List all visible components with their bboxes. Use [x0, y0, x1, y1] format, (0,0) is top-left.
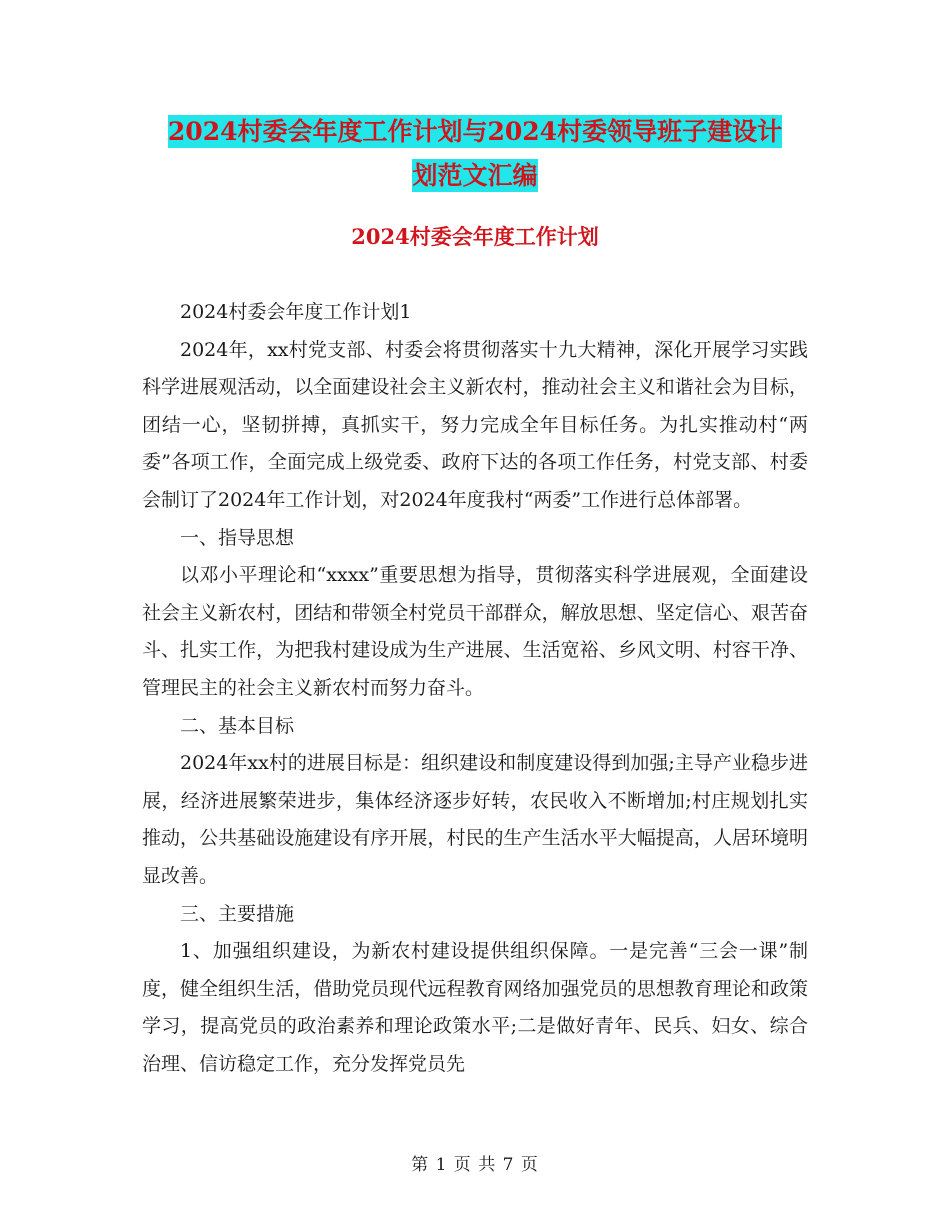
document-title-line-1: 2024村委会年度工作计划与2024村委领导班子建设计 [167, 117, 783, 146]
heading-guiding-thought: 一、指导思想 [180, 526, 295, 549]
document-title-line-2: 划范文汇编 [412, 161, 538, 190]
heading-main-measures: 三、主要措施 [180, 902, 295, 925]
paragraph-subtitle: 2024村委会年度工作计划1 [180, 301, 412, 323]
document-title [140, 110, 810, 198]
paragraph-basic-goals: 2024年xx村的进展目标是：组织建设和制度建设得到加强;主导产业稳步进展，经济进展繁荣进步，集体经济逐步好转，农民收入不断增加;村庄规划扎实推动，公共基础设施建设有序开展，村民的生产生活水平大幅提高，人居环境明显改善。 [142, 752, 808, 887]
paragraph-guiding-thought: 以邓小平理论和“xxxx”重要思想为指导，贯彻落实科学进展观，全面建设社会主义新农村，团结和带领全村党员干部群众，解放思想、坚定信心、艰苦奋斗、扎实工作，为把我村建设成为生产进展、生活宽裕、乡风文明、村容干净、管理民主的社会主义新农村而努力奋斗。 [142, 564, 808, 699]
document-body [142, 294, 808, 1083]
page-footer: 第 1 页 共 7 页 [411, 1155, 539, 1175]
paragraph-intro: 2024年，xx村党支部、村委会将贯彻落实十九大精神，深化开展学习实践科学进展观活动，以全面建设社会主义新农村，推动社会主义和谐社会为目标，团结一心，坚韧拼搏，真抓实干，努力完成全年目标任务。为扎实推动村“两委”各项工作，全面完成上级党委、政府下达的各项工作任务，村党支部、村委会制订了2024年工作计划，对2024年度我村“两委”工作进行总体部署。 [142, 338, 808, 511]
section-title: 2024村委会年度工作计划 [351, 224, 599, 249]
paragraph-measure-1: 1、加强组织建设，为新农村建设提供组织保障。一是完善“三会一课”制度，健全组织生活，借助党员现代远程教育网络加强党员的思想教育理论和政策学习，提高党员的政治素养和理论政策水平;二是做好青年、民兵、妇女、综合治理、信访稳定工作，充分发挥党员先 [142, 940, 808, 1075]
heading-basic-goals: 二、基本目标 [180, 714, 295, 737]
